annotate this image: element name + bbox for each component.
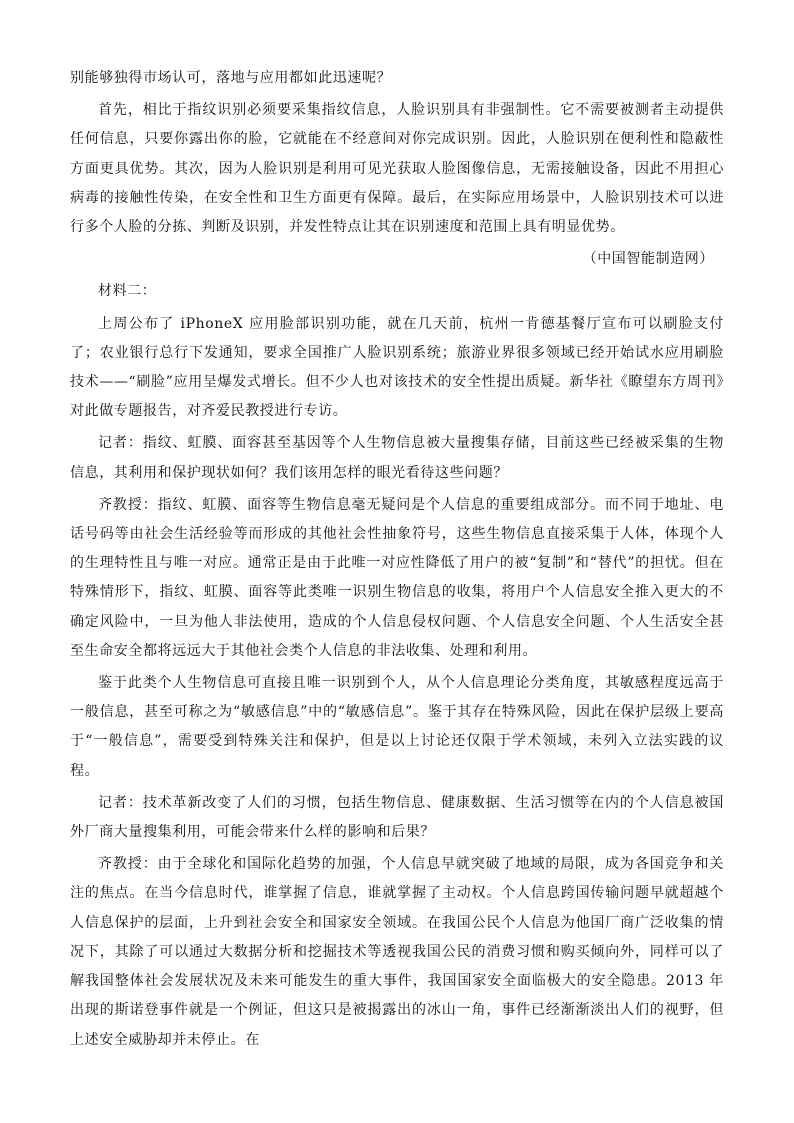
paragraph-continuation: 别能够独得市场认可，落地与应用都如此迅速呢？ bbox=[70, 70, 392, 86]
paragraph-reporter-question-2: 记者：技术革新改变了人们的习惯，包括生物信息、健康数据、生活习惯等在内的个人信息被国外厂商大量搜集利用，可能会带来什么样的影响和后果？ bbox=[70, 794, 724, 841]
paragraph-professor-answer-1: 齐教授：指纹、虹膜、面容等生物信息毫无疑问是个人信息的重要组成部分。而不同于地址、电话号码等由社会生活经验等而形成的其他社会性抽象符号，这些生物信息直接采集于人体，体现个人的生理特性且与唯一对应。通常正是由于此唯一对应性降低了用户的被“复制”和“替代”的担忧。但在特殊情形下，指纹、虹膜、面容等此类唯一识别生物信息的收集，将用户个人信息安全推入更大的不确定风险中，一旦为他人非法使用，造成的个人信息侵权问题、个人信息安全问题、个人生活安全甚至生命安全都将远远大于其他社会类个人信息的非法收集、处理和利用。 bbox=[70, 496, 724, 659]
paragraph-sensitive-info: 鉴于此类个人生物信息可直接且唯一识别到个人，从个人信息理论分类角度，其敏感程度远高于一般信息，甚至可称之为“敏感信息”中的“敏感信息”。鉴于其存在特殊风险，因此在保护层级上要高于“一般信息”，需要受到特殊关注和保护，但是以上讨论还仅限于学术领域，未列入立法实践的议程。 bbox=[70, 675, 724, 779]
paragraph-reporter-question-1: 记者：指纹、虹膜、面容甚至基因等个人生物信息被大量搜集存储，目前这些已经被采集的生物信息，其利用和保护现状如何？我们该用怎样的眼光看待这些问题？ bbox=[70, 435, 724, 481]
paragraph-face-recognition-advantages: 首先，相比于指纹识别必须要采集指纹信息，人脸识别具有非强制性。它不需要被测者主动提供任何信息，只要你露出你的脸，它就能在不经意间对你完成识别。因此，人脸识别在便利性和隐蔽性方面更具优势。其次，因为人脸识别是利用可见光获取人脸图像信息，无需接触设备，因此不用担心病毒的接触性传染，在安全性和卫生方面更有保障。最后，在实际应用场景中，人脸识别技术可以进行多个人脸的分拣、判断及识别，并发性特点让其在识别速度和范围上具有明显优势。 bbox=[70, 102, 724, 236]
paragraph-professor-answer-2: 齐教授：由于全球化和国际化趋势的加强，个人信息早就突破了地域的局限，成为各国竞争和关注的焦点。在当今信息时代，谁掌握了信息，谁就掌握了主动权。个人信息跨国传输问题早就超越个人信息保护的层面，上升到社会安全和国家安全领域。在我国公民个人信息为他国厂商广泛收集的情况下，其除了可以通过大数据分析和挖掘技术等透视我国公民的消费习惯和购买倾向外，同样可以了解我国整体社会发展状况及未来可能发生的重大事件，我国国家安全面临极大的安全隐患。2013 年出现的斯诺登事件就是一个例证，但这只是被揭露出的冰山一角，事件已经渐渐淡出人们的视野，但上述安全威胁却并未停止。在 bbox=[70, 856, 724, 1048]
source-attribution: （中国智能制造网） bbox=[582, 251, 714, 268]
paragraph-iphonex-intro: 上周公布了 iPhoneX 应用脸部识别功能，就在几天前，杭州一肯德基餐厅宣布可以刷脸支付了；农业银行总行下发通知，要求全国推广人脸识别系统；旅游业界很多领域已经开始试水应用刷脸技术——“刷脸”应用呈爆发式增长。但不少人也对该技术的安全性提出质疑。新华社《瞭望东方周刊》对此做专题报告，对齐爱民教授进行专访。 bbox=[70, 315, 724, 420]
material-two-heading: 材料二： bbox=[98, 283, 157, 300]
document-body bbox=[70, 64, 724, 1055]
